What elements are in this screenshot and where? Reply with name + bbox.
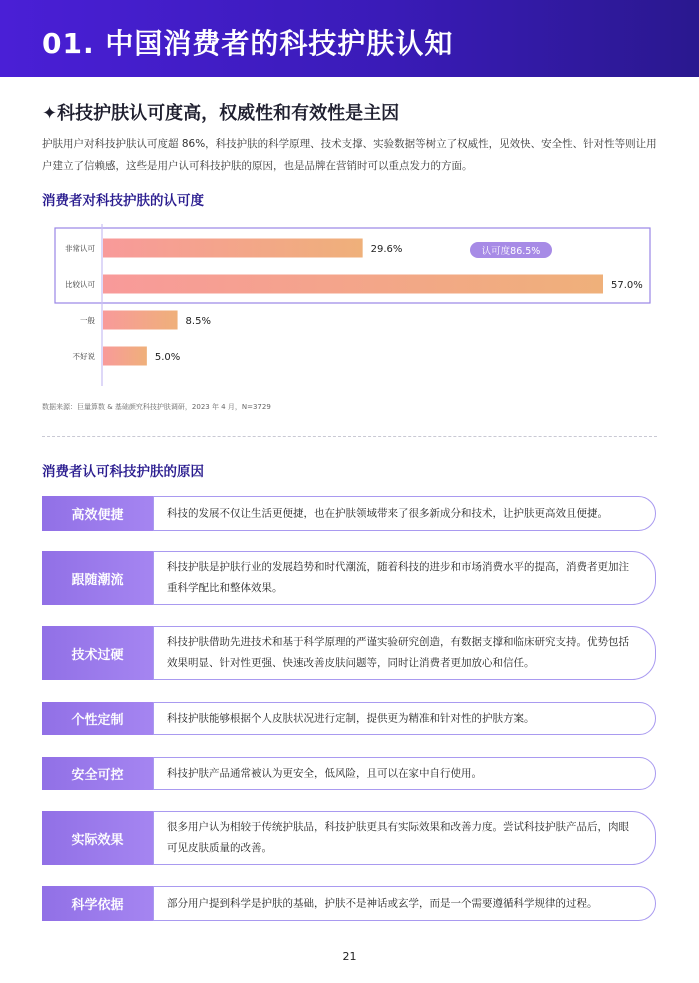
- page-number: 21: [342, 950, 357, 963]
- reason-row: [42, 886, 656, 921]
- reason-text: 科技护肤借助先进技术和基于科学原理的严谨实验研究创造，有数据支撑和临床研究支持。优势包括效果明显、针对性更强、快速改善皮肤问题等，同时让消费者更加放心和信任。: [167, 636, 629, 669]
- reason-text: 很多用户认为相较于传统护肤品，科技护肤更具有实际效果和改善力度。尝试科技护肤产品后，肉眼可见皮肤质量的改善。: [167, 821, 629, 854]
- section-divider: [42, 436, 657, 437]
- reason-tag: 高效便捷: [42, 496, 153, 531]
- reason-text: 科技护肤产品通常被认为更安全，低风险，且可以在家中自行使用。: [167, 767, 482, 779]
- bar: [103, 239, 363, 258]
- bar-value-label: 57.0%: [611, 280, 643, 291]
- bar-value-label: 29.6%: [370, 244, 403, 255]
- bar-category-label: 不好说: [72, 352, 95, 361]
- reason-row: [42, 496, 656, 531]
- reason-row: [42, 757, 656, 790]
- reason-text: 部分用户提到科学是护肤的基础，护肤不是神话或玄学，而是一个需要遵循科学规律的过程。: [167, 897, 598, 909]
- reason-tag: 科学依据: [42, 886, 153, 921]
- bar-value-label: 5.0%: [154, 352, 181, 363]
- reason-tag: 个性定制: [42, 702, 153, 735]
- reason-row: [42, 811, 656, 865]
- approval-badge: [470, 242, 552, 258]
- page-title: 01. 中国消费者的科技护肤认知: [42, 27, 454, 60]
- bar-category-label: 一般: [80, 316, 95, 325]
- reason-row: [42, 551, 656, 605]
- bar-category-label: 非常认可: [65, 244, 95, 253]
- reason-text: 科技护肤能够根据个人皮肤状况进行定制，提供更为精准和针对性的护肤方案。: [167, 712, 535, 724]
- reason-row: [42, 702, 656, 735]
- approval-badge-label: 认可度86.5%: [481, 246, 541, 257]
- reason-text: 科技护肤是护肤行业的发展趋势和时代潮流，随着科技的进步和市场消费水平的提高，消费者更加注重科学配比和整体效果。: [167, 561, 629, 594]
- bar: [103, 311, 178, 330]
- bar-value-label: 8.5%: [185, 316, 211, 327]
- bar: [103, 275, 603, 294]
- bar-category-label: 比较认可: [65, 280, 95, 289]
- page-header: [0, 0, 699, 77]
- data-source-note: 数据来源：巨量算数 & 基础颜究科技护肤调研，2023 年 4 月，N=3729: [42, 403, 271, 411]
- reason-row: [42, 626, 656, 680]
- bar: [103, 347, 147, 366]
- reasons-section-title: 消费者认可科技护肤的原因: [42, 464, 204, 480]
- reason-tag: 技术过硬: [42, 626, 153, 680]
- reason-text: 科技的发展不仅让生活更便捷，也在护肤领域带来了很多新成分和技术，让护肤更高效且便捷。: [167, 507, 608, 519]
- chart-section-title: 消费者对科技护肤的认可度: [42, 193, 204, 209]
- intro-paragraph: 护肤用户对科技护肤认可度超 86%，科技护肤的科学原理、技术支撑、实验数据等树立了权威性，见效快、安全性、针对性等则让用户建立了信赖感，这些是用户认可科技护肤的原因，也是品牌在营销时可以重点发力的方面。: [42, 138, 657, 172]
- reason-tag: 安全可控: [42, 757, 153, 790]
- section-subtitle: ✦科技护肤认可度高，权威性和有效性是主因: [42, 103, 400, 124]
- reason-tag: 跟随潮流: [42, 551, 153, 605]
- reason-tag: 实际效果: [42, 811, 153, 865]
